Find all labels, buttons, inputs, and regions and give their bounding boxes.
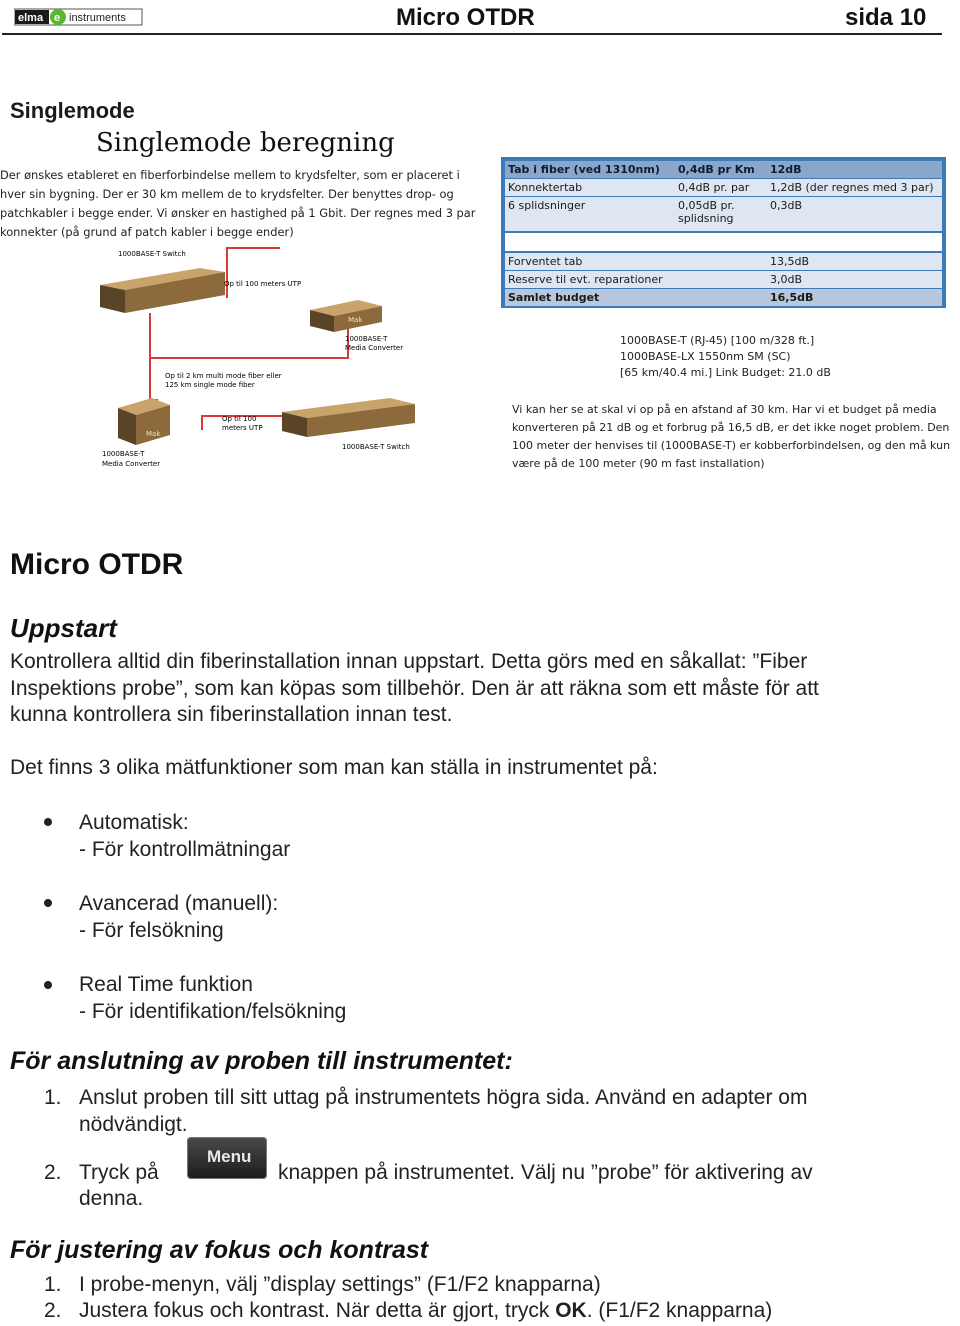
link-info-line: 1000BASE-LX 1550nm SM (SC) <box>620 350 791 363</box>
table-row <box>505 179 942 196</box>
switch-top-device <box>100 268 225 313</box>
fiber-wire-left <box>150 358 158 400</box>
label-converter-left-1: 1000BASE-T <box>102 450 145 458</box>
step-number: 2. <box>44 1299 62 1322</box>
link-info-line: [65 km/40.4 mi.] Link Budget: 21.0 dB <box>620 366 831 379</box>
table-cell <box>675 253 767 270</box>
table-cell: 12dB <box>767 161 942 178</box>
intro-line: Inspektions probe”, som kan köpas som tillbehör. Den är att räkna som ett måste för att <box>10 676 819 700</box>
menu-button-image: Menu <box>187 1137 267 1179</box>
svg-text:e: e <box>54 12 61 24</box>
conclusion-line: være på de 100 meter (90 m fast installation) <box>512 457 765 470</box>
svg-text:elma: elma <box>18 12 44 24</box>
conclusion-line: Vi kan her se at skal vi op på en afstand af 30 km. Har vi et budget på media <box>512 403 937 416</box>
label-fiber-1: Op til 2 km multi mode fiber eller <box>165 372 282 380</box>
table-row <box>505 289 942 306</box>
main-title: Micro OTDR <box>10 548 184 581</box>
label-utp-bottom-1: Op til 100 <box>222 415 257 423</box>
function-name: Avancerad (manuell): <box>79 892 279 915</box>
table-row <box>505 161 942 178</box>
ok-label: OK <box>555 1299 587 1322</box>
page-number: sida 10 <box>845 4 927 31</box>
table-cell: Forventet tab <box>505 253 675 270</box>
step-text: knappen på instrumentet. Välj nu ”probe” för aktivering av <box>278 1161 813 1184</box>
header-divider <box>2 33 942 35</box>
intro-line: Kontrollera alltid din fiberinstallation innan uppstart. Detta görs med en såkallat: ”Fiber <box>10 650 808 673</box>
header-title: Micro OTDR <box>396 4 535 31</box>
label-fiber-2: 125 km single mode fiber <box>165 381 255 389</box>
network-diagram <box>90 240 510 485</box>
table-row <box>505 271 942 288</box>
focus-heading: För justering av fokus och kontrast <box>10 1236 429 1264</box>
converter-left-device <box>118 398 170 445</box>
bullet-icon <box>44 981 52 989</box>
step-text: Anslut proben till sitt uttag på instrumentets högra sida. Använd en adapter om <box>79 1086 808 1109</box>
table-cell: 13,5dB <box>767 253 942 270</box>
utp-wire-top <box>227 248 280 298</box>
step-number: 1. <box>44 1273 62 1296</box>
table-cell: Tab i fiber (ved 1310nm) <box>505 161 675 178</box>
label-converter-right-1: 1000BASE-T <box>345 335 388 343</box>
function-desc: - För identifikation/felsökning <box>79 999 347 1023</box>
figure-conclusion <box>512 401 960 473</box>
function-name: Real Time funktion <box>79 973 253 996</box>
intro-line: kunna kontrollera sin fiberinstallation innan test. <box>10 703 453 726</box>
intro-paragraph <box>10 649 950 729</box>
focus-step: I probe-menyn, välj ”display settings” (F1/F2 knapparna) <box>79 1273 601 1296</box>
step-number: 2. <box>44 1161 62 1184</box>
label-converter-right-2: Media Converter <box>345 344 404 352</box>
table-cell: 0,4dB pr Km <box>675 161 767 178</box>
label-utp-top: Op til 100 meters UTP <box>224 280 302 288</box>
elma-instruments-logo <box>14 6 144 28</box>
function-item <box>79 810 290 863</box>
figure-intro: Der ønskes etableret en fiberforbindelse mellem to krydsfelter, som er placeret i hver sin bygning. Der er 30 km mellem de to krydsfelter. Der benyttes drop- og patchkabler i begge ender. Vi ønsker en hastighed på 1 Gbit. Der regnes med 3 par konnekter (på grund af patch kabler i begge ender) <box>0 168 476 239</box>
table-cell <box>675 271 767 288</box>
table-spacer <box>505 233 942 251</box>
connect-step <box>79 1085 949 1138</box>
table-cell <box>675 289 767 306</box>
function-item <box>79 972 346 1025</box>
connect-heading: För anslutning av proben till instrumentet: <box>10 1047 513 1075</box>
conclusion-line: 100 meter der henvises til (1000BASE-T) er kobberforbindelsen, og den må kun <box>512 439 951 452</box>
step-number: 1. <box>44 1086 62 1109</box>
label-utp-bottom-2: meters UTP <box>222 424 263 432</box>
table-cell: Samlet budget <box>505 289 675 306</box>
table-cell: Konnektertab <box>505 179 675 196</box>
label-converter-left-2: Media Converter <box>102 460 161 468</box>
table-cell: 16,5dB <box>767 289 942 306</box>
step-text: Tryck på <box>79 1161 159 1184</box>
table-cell: 0,3dB <box>767 197 942 231</box>
function-desc: - För kontrollmätningar <box>79 837 291 861</box>
step-text: nödvändigt. <box>79 1112 188 1136</box>
table-cell: Reserve til evt. reparationer <box>505 271 675 288</box>
table-cell: 3,0dB <box>767 271 942 288</box>
table-cell: 0,4dB pr. par <box>675 179 767 196</box>
function-desc: - För felsökning <box>79 918 224 942</box>
link-info-line: 1000BASE-T (RJ-45) [100 m/328 ft.] <box>620 334 815 347</box>
link-info <box>620 333 831 381</box>
link-budget-table <box>501 157 946 308</box>
table-cell: 1,2dB (der regnes med 3 par) <box>767 179 942 196</box>
svg-text:instruments: instruments <box>69 12 126 24</box>
focus-step: Justera fokus och kontrast. När detta är gjort, tryck OK. (F1/F2 knapparna) <box>79 1299 773 1322</box>
table-row <box>505 197 942 231</box>
function-name: Automatisk: <box>79 811 189 834</box>
label-switch-bottom: 1000BASE-T Switch <box>342 443 410 451</box>
device-brand-left: Mak <box>146 430 161 438</box>
function-item <box>79 891 278 944</box>
bullet-icon <box>44 899 52 907</box>
section-label: Singlemode <box>10 98 135 123</box>
figure-heading: Singlemode beregning <box>96 128 395 158</box>
table-cell: 0,05dB pr. splidsning <box>675 197 767 231</box>
label-switch-top: 1000BASE-T Switch <box>118 250 186 258</box>
subtitle-uppstart: Uppstart <box>10 613 117 643</box>
table-row <box>505 253 942 270</box>
converter-right-device <box>310 300 382 332</box>
step-text: denna. <box>79 1187 144 1210</box>
switch-bottom-device <box>282 398 415 437</box>
functions-intro: Det finns 3 olika mätfunktioner som man kan ställa in instrumentet på: <box>10 756 658 779</box>
bullet-icon <box>44 818 52 826</box>
table-cell: 6 splidsninger <box>505 197 675 231</box>
device-brand-right: Mak <box>348 316 363 324</box>
conclusion-line: konverteren på 21 dB og et forbrug på 16,5 dB, er det ikke noget problem. Den <box>512 421 950 434</box>
